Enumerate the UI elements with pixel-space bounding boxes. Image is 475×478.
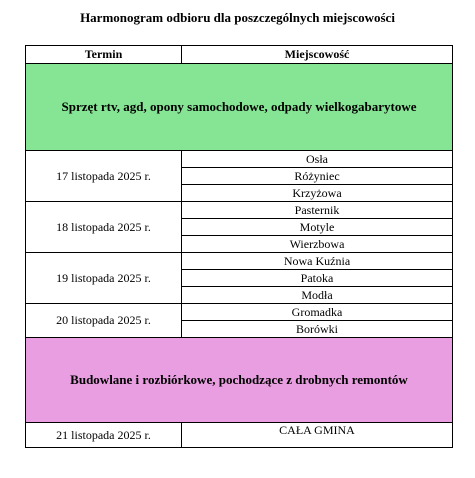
- table-row: [26, 253, 453, 270]
- category-row-budowlane: [26, 338, 453, 423]
- place-cell: Różyniec: [182, 168, 453, 185]
- date-cell: 20 listopada 2025 r.: [26, 304, 182, 338]
- page-title: Harmonogram odbioru dla poszczególnych miejscowości: [80, 10, 395, 25]
- date-cell: 17 listopada 2025 r.: [26, 151, 182, 202]
- header-term: Termin: [26, 46, 182, 64]
- category-row-rtv: [26, 64, 453, 151]
- place-cell: Osła: [182, 151, 453, 168]
- place-cell: Patoka: [182, 270, 453, 287]
- date-cell: 21 listopada 2025 r.: [26, 423, 182, 448]
- place-cell: Borówki: [182, 321, 453, 338]
- place-cell: Modła: [182, 287, 453, 304]
- category-rtv: Sprzęt rtv, agd, opony samochodowe, odpady wielkogabarytowe: [26, 64, 453, 151]
- date-cell: 19 listopada 2025 r.: [26, 253, 182, 304]
- place-cell: Krzyżowa: [182, 185, 453, 202]
- place-cell: Pasternik: [182, 202, 453, 219]
- header-place: Miejscowość: [182, 46, 453, 64]
- table-row: [26, 202, 453, 219]
- place-cell: Gromadka: [182, 304, 453, 321]
- place-cell: CAŁA GMINA: [182, 423, 453, 448]
- place-cell: Motyle: [182, 219, 453, 236]
- category-budowlane: Budowlane i rozbiórkowe, pochodzące z drobnych remontów: [26, 338, 453, 423]
- place-cell: Nowa Kuźnia: [182, 253, 453, 270]
- place-cell: Wierzbowa: [182, 236, 453, 253]
- date-cell: 18 listopada 2025 r.: [26, 202, 182, 253]
- table-row: [26, 304, 453, 321]
- header-row: [26, 46, 453, 64]
- schedule-table: [25, 45, 453, 448]
- table-row: [26, 151, 453, 168]
- table-row: [26, 423, 453, 448]
